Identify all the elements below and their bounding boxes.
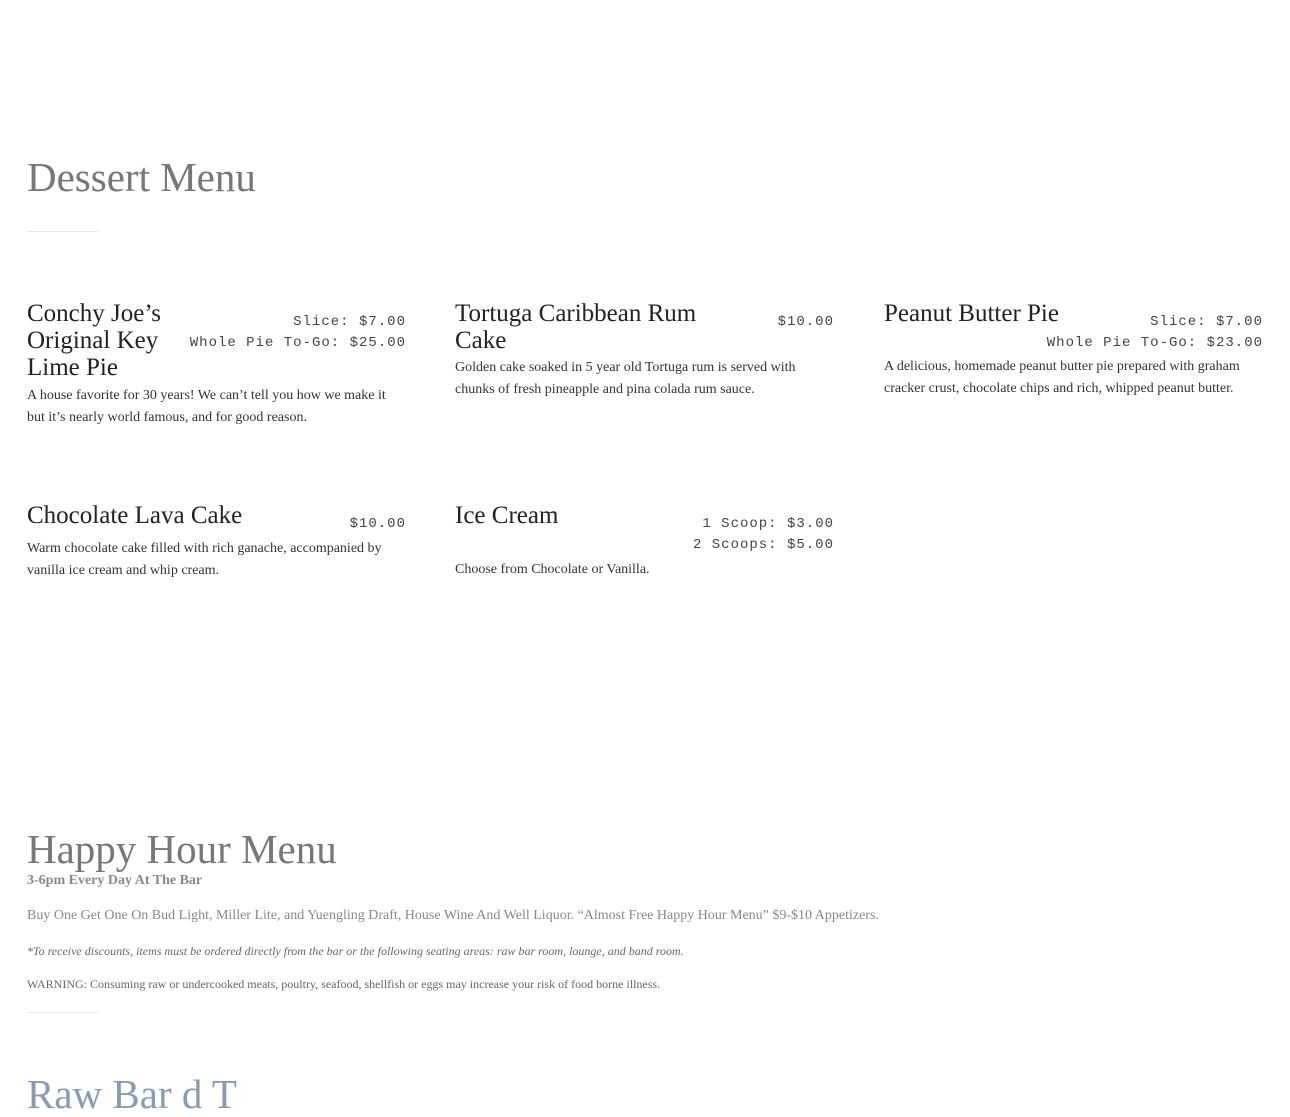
menu-item-chocolate-lava-cake: [27, 502, 406, 602]
item-prices: [693, 514, 834, 556]
food-safety-warning: WARNING: Consuming raw or undercooked meats, poultry, seafood, shellfish or eggs may increase your risk of food borne illness.: [27, 977, 661, 991]
item-name: Tortuga Caribbean Rum Cake: [455, 300, 697, 354]
price-two-scoops: 2 Scoops: $5.00: [692, 537, 834, 553]
item-description: Warm chocolate cake filled with rich ganache, accompanied by vanilla ice cream and whip cream.: [27, 541, 382, 578]
price-one-scoop: 1 Scoop: $3.00: [702, 516, 834, 532]
happy-hour-subtitle: 3-6pm Every Day At The Bar: [27, 873, 203, 888]
item-prices: [190, 312, 406, 354]
item-prices: [350, 514, 406, 535]
item-prices: [778, 312, 834, 333]
item-name: Conchy Joe’s Original Key Lime Pie: [27, 300, 162, 381]
happy-hour-divider: [27, 1012, 98, 1013]
happy-hour-offer: Buy One Get One On Bud Light, Miller Lite, and Yuengling Draft, House Wine And Well Liquor. “Almost Free Happy Hour Menu” $9-$10 Appetizers.: [27, 908, 879, 923]
next-section-title: Raw Bar d T: [27, 1071, 237, 1117]
item-name: Chocolate Lava Cake: [27, 502, 243, 529]
item-description: Golden cake soaked in 5 year old Tortuga rum is served with chunks of fresh pineapple and pina colada rum sauce.: [455, 360, 796, 397]
dessert-divider: [27, 231, 98, 232]
price-slice: Slice: $7.00: [293, 314, 406, 330]
price: $10.00: [777, 314, 834, 330]
price-whole-pie: Whole Pie To-Go: $23.00: [1046, 335, 1263, 351]
happy-hour-title: Happy Hour Menu: [27, 826, 337, 872]
menu-item-key-lime-pie: [27, 300, 406, 440]
item-name: Ice Cream: [455, 502, 559, 529]
price-slice: Slice: $7.00: [1150, 314, 1263, 330]
menu-item-ice-cream: [455, 502, 834, 602]
dessert-menu-title: Dessert Menu: [27, 154, 256, 200]
price: $10.00: [349, 516, 406, 532]
price-whole-pie: Whole Pie To-Go: $25.00: [189, 335, 406, 351]
menu-item-peanut-butter-pie: [884, 300, 1263, 420]
item-prices: [1047, 312, 1263, 354]
happy-hour-note: *To receive discounts, items must be ordered directly from the bar or the following seating areas: raw bar room, lounge, and band room.: [27, 944, 684, 958]
item-name: Peanut Butter Pie: [884, 300, 1059, 327]
item-description: Choose from Chocolate or Vanilla.: [455, 562, 650, 577]
menu-item-rum-cake: [455, 300, 834, 420]
item-description: A delicious, homemade peanut butter pie prepared with graham cracker crust, chocolate chips and rich, whipped peanut butter.: [884, 359, 1240, 396]
item-description: A house favorite for 30 years! We can’t tell you how we make it but it’s nearly world famous, and for good reason.: [27, 388, 386, 425]
